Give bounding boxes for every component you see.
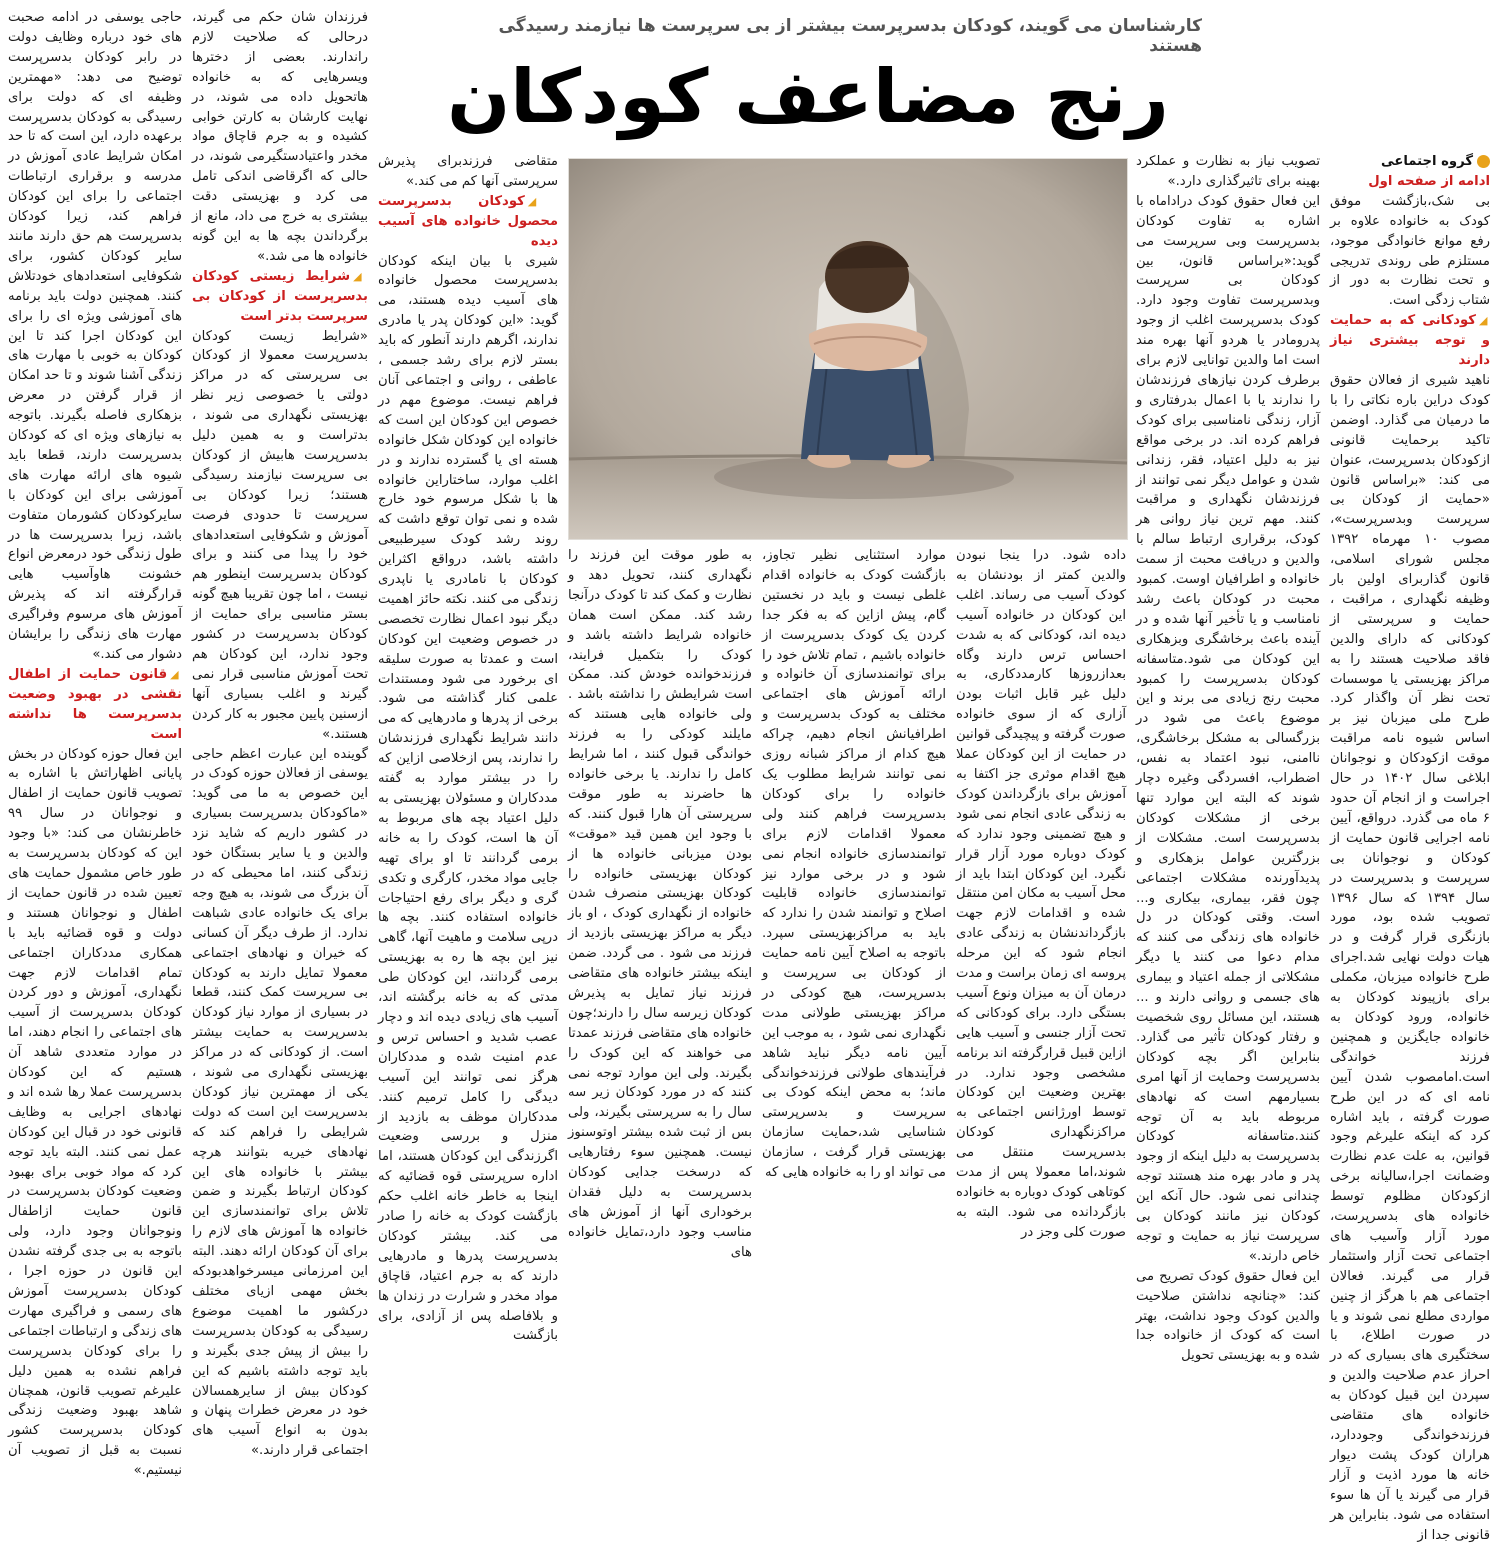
article-column-1 [1330,152,1491,1543]
paragraph: فرزندان شان حکم می گیرند، درحالی که صلاحیت لازم راندارند. بعضی از دخترها ویسرهایی که به خانواده هاتحویل داده می شوند، در نهایت کارشان به کارتن خوابی کشیده و به جرم قاچاق مواد مخدر واعتیادستگیرمی شوند، در حالی که اگرقاضی اندکی تامل می کرد و بهزیستی دقت بیشتری به خرج می داد، مانع از برگرداندن بچه ها به این گونه خانواده ها می شد.» [192,10,368,264]
paragraph: این فعال حقوق کودک دراداماه با اشاره به تفاوت کودکان بدسرپرست وبی سرپرست می گوید:«براساس قانون، بین کودکان بی سرپرست وبدسرپرست تفاوت وجود دارد. کودک بدسرپرست اغلب از وجود پدرومادر یا هردو آنها بهره مند است اما والدین توانایی لازم برای برطرف کردن نیازهای فرزندشان را ندارند یا با اعمال بدرفتاری و آزار، زندگی نامناسبی برای کودک فراهم کرده اند. در برخی مواقع نیز به دلیل اعتیاد، فقر، زندانی شدن و عوامل دیگر نمی توانند از فرزندشان نگهداری و مراقبت کنند. مهم ترین نیاز روانی هر کودک، برقراری ارتباط سالم با والدین و دریافت محبت از سمت خانواده و اطرافیان اوست. کمبود محبت در کودکان باعث رشد نامناسب و یا تأخیر آنها شده و در آینده باعث برخاشگری وبزهکاری این کودکان می شود.متاسفانه کودکان بدسرپرست را کمبود محبت رنج زیادی می برند و این موضوع باعث می شود در بزرگسالی به مشکل برخاشگری، ناامنی، نبود اعتماد به نفس، اضطراب، افسردگی وغیره دچار شوند که البته این موارد تنها برخی از مشکلات کودکان بدسرپرست است. مشکلات از بزرگترین عوامل بزهکاری و پدیدآورنده مشکلات اجتماعی چون فقر، بیماری، بیکاری و... است. وقتی کودکان در دل خانواده های زندگی می کنند که مدام دعوا می کنند یا دیگر مشکلاتی از جمله اعتیاد و بیماری های جسمی و روانی دارند و ... هستند، این مسائل روی شخصیت و رفتار کودکان تأثیر می گذارد. بنابراین اگر بچه کودکان بدسرپرست وحمایت از آنها امری بسیارمهم است که نهادهای مربوطه باید به آن توجه کنند.متاسفانه کودکان بدسرپرست به دلیل اینکه از وجود پدر و مادر بهره مند هستند توجه چندانی نمی شود. حال آنکه این کودکان نیز مانند کودکان بی سرپرست نیاز به حمایت و توجه خاص دارند.» [1136,193,1320,1264]
paragraph: ناهید شیری از فعالان حقوق کودک دراین باره نکاتی را با ما درمیان می گذارد. اوضمن تاکید برحمایت قانونی ازکودکان بدسرپرست، عنوان می کند: «براساس قانون «حمایت از کودکان بی سرپرست وبدسرپرست»، مصوب ۱۰ مهرماه ۱۳۹۲ مجلس شورای اسلامی، قانون گذاربرای اولین بار وظیفه نگهداری ، مراقبت ، حمایت و سرپرستی از کودکانی که دارای والدین فاقد صلاحیت هستند را به مراکز بهزیستی یا موسسات تحت نظر آن واگذار کرد. طرح ملی میزبان نیز بر اساس شیوه نامه مراقبت موقت ازکودکان و نوجوانان ابلاغی سال ۱۴۰۲ در حال اجراست و از انجام آن حدود ۶ ماه می گذرد. درواقع، آیین نامه اجرایی قانون حمایت از کودکان و نوجوانان بی سرپرست و بدسرپرست در سال ۱۳۹۴ که سال ۱۳۹۶ تصویب شده بود، مورد بازنگری قرار گرفت و در هیات دولت نهایی شد.اجرای طرح خانواده میزبان، مکملی برای بازپیوند کودکان به خانواده، ورود کودکان به خانواده جایگزین و همچنین فرزند خواندگی است.امامصوب شدن آیین نامه ای که در این طرح صورت گرفته ، باید اشاره کرد که اینکه علیرغم وجود قوانین، به علت عدم نظارت وضمانت اجرا،سالیانه برخی ازکودکان مظلوم توسط خانواده های بدسرپرست، مورد آزار وآسیب های اجتماعی تحت آزار واستثمار قرار می گیرند. فعالان اجتماعی هم با هرگز از چنین مواردی مطلع نمی شوند و یا در صورت اطلاع، با سختگیری های بسیاری که در احراز عدم صلاحیت والدین و سپردن این قبیل کودکان به خانواده های متقاضی فرزندخواندگی وجوددارد، هراران کودک پشت دیوار خانه ها مورد اذیت و آزار قرار می گیرند یا آن ها سوء استفاده می شود. بنابراین هر قانونی جدا از [1330,372,1491,1543]
newspaper-logo-icon [1477,155,1490,168]
paragraph: بی شک،بازگشت موفق کودک به خانواده علاوه بر رفع موانع خانوادگی موجود، مستلزم طی روندی تدریجی و تحت نظارت به دور از شتاب زدگی است. [1330,193,1490,309]
paragraph: داده شود. درا ینجا نبودن والدین کمتر از بودنشان به کودک آسیب می رساند. اغلب این کودکان در خانواده آسیب دیده اند، کودکانی که به شدت احساس ترس دارند وگاه بعدازروزها کارمددکاری، به دلیل غیر قابل اثبات بودن آزاری که از سوی خانواده صورت گرفته و پیچیدگی قوانین در حمایت از این کودکان عملا هیچ اقدام موثری جز اکتفا به آموزش برای بازگرداندن کودک به زندگی عادی انجام نمی شود و هیچ تضمینی وجود ندارد که کودک دوباره مورد آزار قرار نگیرد. این کودکان ابتدا باید از محل آسیب به مکان امن منتقل شده و اقدامات لازم جهت بازگرداندنشان به زندگی عادی انجام شود که این مرحله پروسه ای زمان براست و مدت درمان آن به میزان ونوع آسیب بستگی دارد. برای کودکانی که تحت آزار جنسی و آسیب هایی ازاین قبیل قرارگرفته اند برنامه مشخصی وجود ندارد. در بهترین وضعیت این کودکان توسط اورژانس اجتماعی به مراکزنگهداری کودکان بدسرپرست منتقل می شوند،اما معمولا پس از مدت کوتاهی کودک دوباره به خانواده بازگردانده می شود. البته به صورت کلی وجز در [956,548,1126,1240]
subheading: ◢ شرایط زیستی کودکان بدسرپرست از کودکان بی سرپرست بدتر است [192,267,368,327]
article-column-3 [956,546,1126,1240]
article-column-4 [762,546,946,1181]
paragraph: این فعال حقوق کودک تصریح می کند: «چنانچه نداشتن صلاحیت والدین کودک وجود نداشت، بهتر است که کودک از خانواده جدا شده و به بهزیستی تحویل [1136,1268,1320,1364]
paragraph: به طور موقت این فرزند را نگهداری کنند، تحویل دهد و نظارت و کمک کند تا کودک درآنجا رشد کند. ممکن است همان خانواده شرایط داشته باشد و کودک را بتکمیل فرایند، فرزندخوانده خودش کند. ممکن است شرایطش را نداشته باشد . ولی خانواده هایی هستند که مایلند کودکی را به فرزند خواندگی قبول کنند ، اما شرایط کامل را ندارند. یا برخی خانواده ها حاضرند به طور موقت سرپرستی آن هارا قبول کنند. که با وجود این همین قید «موقت» بودن میزبانی خانواده ها از کودکان بهزیستی خانواده را کودکان بهزیستی منصرف شدن خانواده از نگهداری کودک ، او باز دیگر به مراکز بهزیستی بازدید از فرزند می شود . می گردد. ضمن اینکه بیشتر خانواده های متقاضی فرزند نیاز تمایل به پذیرش کودکان زیرسه سال را دارند؛چون خانواده های متقاضی فرزند عمدتا می خواهند که این کودک را بگیرند. ولی این موارد توجه نمی کنند که در مورد کودکان زیر سه سال را به سرپرستی بگیرند، ولی بس از ثبت شده بیشتر اوتوسنوز نیست. همچنین سوء رفتارهایی که درسخت جدایی کودکان بدسرپرست به دلیل فقدان برخوداری آنها از آموزش های مناسب وجود دارد،تمایل خانواده های [568,548,752,1260]
article-column-5 [568,546,752,1260]
sad-child-photo [569,159,1127,539]
paragraph: این فعال حوزه کودکان در بخش پایانی اظهاراتش با اشاره به تصویب قانون حمایت از اطفال و نوجوانان در سال ۹۹ خاطرنشان می کند: «با وجود این که کودکان بدسرپرست به طور خاص مشمول حمایت های تعیین شده در قانون حمایت از اطفال و نوجوانان هستند و دولت و قوه قضائیه باید با همکاری مددکاران اجتماعی تمام اقدامات لازم جهت نگهداری، آموزش و دور کردن کودکان بدسرپرست از آسیب های اجتماعی را انجام دهند، اما در موارد متعددی شاهد آن هستیم که این کودکان بدسرپرست عملا رها شده اند و نهادهای اجرایی به وظایف قانونی خود در قبال این کودکان عمل نمی کنند. البته باید توجه کرد که مواد خوبی برای بهبود وضعیت کودکان بدسرپرست در قانون حمایت ازاطفال ونوجوانان وجود دارد، ولی باتوجه به بی جدی گرفته نشدن این قانون در حوزه اجرا ، کودکان بدسرپرست آموزش های رسمی و فراگیری مهارت های زندگی و ارتباطات اجتماعی را برای کودکان بدسرپرست فراهم نشده به همین دلیل علیرغم تصویب قانون، همچنان شاهد بهبود وضعیت زندگی کودکان بدسرپرست کشور نسبت به قبل از تصویب آن نیستیم.» [8,746,182,1479]
paragraph: تصویب نیاز به نظارت و عملکرد بهینه برای تاثیرگذاری دارد.» [1136,154,1320,189]
byline: گروه اجتماعی [1330,152,1490,172]
paragraph: گوینده این عبارت اعظم حاجی یوسفی از فعالان حوزه کودک در این خصوص به ما می گوید: «ماکودکان بدسرپرست بسیاری در کشور داریم که شاید نزد والدین و یا سایر بستگان خود زندگی کنند، اما محیطی که در آن بزرگ می شوند، به هیچ وجه برای یک خانواده عادی شباهت ندارد. از طرف دیگر آن کسانی که خیران و نهادهای اجتماعی معمولا تمایل دارند به کودکان بی سرپرست کمک کنند، قطعا در بسیاری از موارد نیاز کودکان بدسرپرست به حمایت بیشتر است. از کودکانی که در مراکز بهزیستی نگهداری می شوند ، یکی از مهمترین نیاز کودکان بدسرپرست این است که دولت شرایطی را فراهم کند که نهادهای خیریه بتوانند هرچه بیشتر با خانواده های این کودکان ارتباط بگیرند و ضمن تلاش برای توانمندسازی این خانواده ها آموزش های لازم را برای آن کودکان ارائه دهند. البته این امرزمانی میسرخواهدبودکه بخش مهمی ازیای مختلف درکشور ما اهمیت موضوع رسیدگی به کودکان بدسرپرست را بیش از پیش جدی بگیرند و باید توجه داشته باشیم که این کودکان بیش از سایرهمسالان خود در معرض خطرات پنهان و بدون به انواع آسیب های اجتماعی قرار دارند.» [192,746,368,1459]
subheading: ◢ کودکانی که به حمایت و توجه بیشتری نیاز دارند [1330,311,1490,371]
article-headline: رنج مضاعف کودکان [447,54,1169,140]
article-column-6 [378,152,558,1344]
paragraph: موارد استثنایی نظیر تجاوز، بازگشت کودک به خانواده اقدام غلطی نیست و باید در نخستین گام، پیش ازاین که به فکر جدا کردن یک کودک بدسرپرست از خانواده باشیم ، تمام تلاش خود را برای توانمندسازی آن خانواده و ارائه آموزش های اجتماعی مختلف به کودک بدسرپرست و اطرافیانش انجام دهیم، چراکه هیچ کدام از مراکز شبانه روزی نمی توانند شرایط مطلوب یک خانواده را برای کودکان بدسرپرست فراهم کنند ولی معمولا اقدامات لازم برای توانمندسازی خانواده انجام نمی شود و در برخی موارد نیز توانمندسازی خانواده قابلیت اصلاح و توانمند شدن را ندارد که باید به مراکزبهزیستی سپرد. باتوجه به اصلاح آیین نامه حمایت از کودکان بی سرپرست و بدسرپرست، هیچ کودکی در مراکز بهزیستی طولانی مدت نگهداری نمی شود ، به موجب این آیین نامه دیگر نباید شاهد فرآیندهای طولانی فرزندخواندگی ماند؛ به محض اینکه کودک بی سرپرست و بدسرپرستی شناسایی شد،حمایت سازمان بهزیستی قرار گرفت ، سازمان می تواند او را به خانواده هایی که [762,548,946,1181]
article-kicker: کارشناسان می گویند، کودکان بدسرپرست بیشتر از بی سرپرست ها نیازمند رسیدگی هستند [498,16,1202,56]
article-photo [568,158,1128,540]
paragraph: شیری با بیان اینکه کودکان بدسرپرست محصول خانواده های آسیب دیده هستند، می گوید: «این کودکان پدر یا مادری ندارند، اگرهم دارند آنطور که باید بستر لازم برای رشد جسمی ، عاطفی ، روانی و اجتماعی آنان فراهم نیست. موضوع مهم در خصوص این کودکان این است که خانواده این کودکان شکل خانواده هسته ای یا گسترده ندارند و در اغلب موارد، ساختاراین خانواده ها با شکل مرسوم خود خارج شده و نمی توان توقع داشت که روند رشد کودک سیرطبیعی داشته باشد، درواقع اکثراین کودکان با نامادری یا ناپدری زندگی می کنند. نکته حائز اهمیت دیگر نبود اعمال نظارت تخصصی در خصوص وضعیت این کودکان است و عمدتا به صورت سلیقه ای برخورد می شود ومستندات علمی کنار گذاشته می شود. برخی از پدرها و مادرهایی که می دانند شرایط نگهداری فرزندشان را ندارند، پس ازخلاصی ازاین که را در بیشتر موارد به گفته مددکاران و مسئولان بهزیستی به دلیل اعتیاد بچه های مربوط به آن ها است، کودک را به خانه برمی گردانند تا او برای تهیه جایی مواد مخدر، کارگری و تکدی گری و دیگر برای رفع احتیاجات خانواده استفاده کنند. بچه ها درپی سلامت و ماهیت آنها، گاهی نیز این بچه ها ره به بهزیستی برمی گردانند، این کودکان طی مدتی که به خانه برگشته اند، آسیب های زیادی دیده اند و دچار عصب شدید و احساس ترس و عدم امنیت شده و مددکاران هرگز نمی توانند این آسیب دیدگی را کامل ترمیم کنند. مددکاران موظف به بازدید از منزل و بررسی وضعیت اگرزندگی این کودکان هستند، اما اداره سرپرستی قوه قضائیه که اینجا به خاطر خانه اغلب حکم بازگشت کودک به خانه را صادر می کند. بیشتر کودکان بدسرپرست پدرها و مادرهایی دارند که به جرم اعتیاد، قاچاق مواد مخدر و شرارت در زندان ها و بلافاصله پس از آزادی، برای بازگشت [378,253,558,1344]
continued-from-front-page: ادامه از صفحه اول [1368,173,1490,189]
paragraph: متقاضی فرزندبرای پذیرش سرپرستی آنها کم می کند.» [378,154,558,189]
subheading: ◢ قانون حمایت از اطفال نقشی در بهبود وضعیت بدسرپرست ها نداشته است [8,665,182,745]
article-column-7 [192,8,368,1459]
article-column-8 [8,8,182,1479]
paragraph: «شرایط زیست کودکان بدسرپرست معمولا از کودکان بی سرپرستی که در مراکز دولتی یا خصوصی زیر نظر بهزیستی نگهداری می شوند ، بدتراست و به همین دلیل بدسرپرست هابیش از کودکان بی سرپرست نیازمند رسیدگی هستند؛ زیرا کودکان بی سرپرست تا حدودی فرصت آموزش و شکوفایی استعدادهای خود را پیدا می کنند و برای کودکان بدسرپرست اینطور هم نیست ، اما چون تقریبا هیچ گونه بستر مناسبی برای حمایت از کودکان بدسرپرست در کشور وجود ندارد، این کودکان هم تحت آموزش مناسبی قرار نمی گیرند و اغلب بسیاری آنها ازسنین پایین مجبور به کار کردن هستند.» [192,328,368,742]
article-column-2 [1136,152,1320,1364]
paragraph: حاجی یوسفی در ادامه صحبت های خود درباره وظایف دولت در رابر کودکان بدسرپرست توضیح می دهد: «مهمترین وظیفه ای که دولت برای رسیدگی به کودکان بدسرپرست برعهده دارد، این است که تا حد امکان شرایط عادی آموزش در مدرسه و برقراری ارتباطات اجتماعی را برای این کودکان فراهم کند، زیرا کودکان بدسرپرست هم حق دارند مانند سایر کودکان کشور، برای شکوفایی استعدادهای خودتلاش کنند. همچنین دولت باید برنامه های آموزشی ویژه ای را برای این کودکان اجرا کند تا این کودکان به خوبی با مهارت های زندگی آشنا شوند و تا حد امکان از قرار گرفتن در معرض بزهکاری فاصله بگیرند. باتوجه به نیازهای ویژه ای که کودکان بدسرپرست دارند، قطعا باید شیوه های ارائه مهارت های آموزشی برای این کودکان با سایرکودکان کشورمان متفاوت باشد، زیرا بدسرپرست ها در طول زندگی خود درمعرض انواع خشونت هاوآسیب هایی قرارگرفته اند که پذیرش آموزش های مرسوم وفراگیری مهارت های زندگی را برایشان دشوار می کند.» [8,10,182,662]
subheading: ◢ کودکان بدسرپرست محصول خانواده های آسیب دیده [378,192,558,252]
